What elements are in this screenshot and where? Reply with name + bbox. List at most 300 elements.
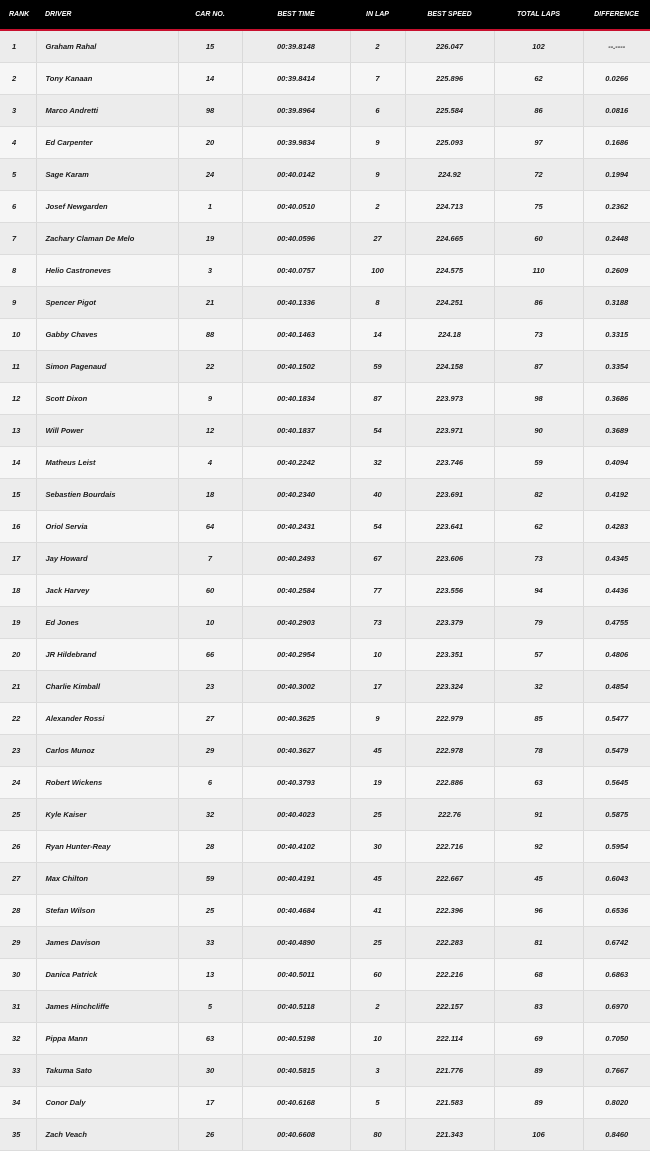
total-laps-cell: 85 [494, 702, 583, 734]
rank-cell: 26 [0, 830, 36, 862]
rank-cell: 32 [0, 1022, 36, 1054]
difference-cell: 0.4192 [583, 478, 650, 510]
in-lap-cell: 45 [350, 734, 405, 766]
rank-cell: 4 [0, 126, 36, 158]
rank-cell: 19 [0, 606, 36, 638]
rank-cell: 21 [0, 670, 36, 702]
difference-cell: 0.1994 [583, 158, 650, 190]
driver-cell: Scott Dixon [36, 382, 178, 414]
in-lap-cell: 10 [350, 1022, 405, 1054]
rank-cell: 34 [0, 1086, 36, 1118]
car-no-cell: 20 [178, 126, 242, 158]
difference-cell: 0.6742 [583, 926, 650, 958]
car-no-cell: 88 [178, 318, 242, 350]
table-row[interactable] [0, 350, 650, 382]
best-speed-cell: 224.251 [405, 286, 494, 318]
best-time-cell: 00:39.8414 [242, 62, 350, 94]
car-no-cell: 1 [178, 190, 242, 222]
in-lap-cell: 14 [350, 318, 405, 350]
in-lap-cell: 2 [350, 190, 405, 222]
in-lap-cell: 2 [350, 990, 405, 1022]
in-lap-cell: 7 [350, 62, 405, 94]
table-row[interactable] [0, 958, 650, 990]
difference-cell: 0.6536 [583, 894, 650, 926]
in-lap-cell: 77 [350, 574, 405, 606]
car-no-cell: 10 [178, 606, 242, 638]
driver-cell: Josef Newgarden [36, 190, 178, 222]
driver-cell: Ryan Hunter-Reay [36, 830, 178, 862]
difference-cell: 0.6970 [583, 990, 650, 1022]
difference-cell: 0.5645 [583, 766, 650, 798]
car-no-cell: 17 [178, 1086, 242, 1118]
car-no-cell: 25 [178, 894, 242, 926]
total-laps-cell: 78 [494, 734, 583, 766]
difference-cell: 0.6863 [583, 958, 650, 990]
best-time-cell: 00:40.2431 [242, 510, 350, 542]
car-no-cell: 24 [178, 158, 242, 190]
difference-cell: 0.4854 [583, 670, 650, 702]
table-row[interactable] [0, 190, 650, 222]
best-time-cell: 00:39.8148 [242, 30, 350, 62]
driver-cell: Charlie Kimball [36, 670, 178, 702]
best-time-cell: 00:40.4890 [242, 926, 350, 958]
difference-cell: 0.0816 [583, 94, 650, 126]
driver-cell: Tony Kanaan [36, 62, 178, 94]
in-lap-cell: 2 [350, 30, 405, 62]
best-speed-cell: 222.76 [405, 798, 494, 830]
driver-cell: JR Hildebrand [36, 638, 178, 670]
in-lap-cell: 45 [350, 862, 405, 894]
best-speed-cell: 223.324 [405, 670, 494, 702]
best-time-cell: 00:40.2584 [242, 574, 350, 606]
rank-cell: 15 [0, 478, 36, 510]
header-total-laps[interactable]: TOTAL LAPS [494, 0, 583, 30]
best-time-cell: 00:40.4191 [242, 862, 350, 894]
total-laps-cell: 60 [494, 222, 583, 254]
difference-cell: 0.7667 [583, 1054, 650, 1086]
table-row[interactable] [0, 318, 650, 350]
table-row[interactable] [0, 222, 650, 254]
header-row [0, 0, 650, 30]
driver-cell: Robert Wickens [36, 766, 178, 798]
rank-cell: 27 [0, 862, 36, 894]
best-speed-cell: 224.575 [405, 254, 494, 286]
total-laps-cell: 68 [494, 958, 583, 990]
total-laps-cell: 45 [494, 862, 583, 894]
best-time-cell: 00:40.3002 [242, 670, 350, 702]
best-time-cell: 00:40.2954 [242, 638, 350, 670]
header-difference[interactable]: DIFFERENCE [583, 0, 650, 30]
difference-cell: 0.4806 [583, 638, 650, 670]
best-time-cell: 00:40.0596 [242, 222, 350, 254]
driver-cell: Danica Patrick [36, 958, 178, 990]
difference-cell: 0.7050 [583, 1022, 650, 1054]
in-lap-cell: 54 [350, 414, 405, 446]
table-row[interactable] [0, 254, 650, 286]
table-row[interactable] [0, 126, 650, 158]
car-no-cell: 6 [178, 766, 242, 798]
total-laps-cell: 87 [494, 350, 583, 382]
rank-cell: 12 [0, 382, 36, 414]
best-speed-cell: 223.971 [405, 414, 494, 446]
best-speed-cell: 223.973 [405, 382, 494, 414]
difference-cell: 0.8020 [583, 1086, 650, 1118]
driver-cell: Sage Karam [36, 158, 178, 190]
difference-cell: 0.5954 [583, 830, 650, 862]
best-speed-cell: 222.667 [405, 862, 494, 894]
in-lap-cell: 41 [350, 894, 405, 926]
car-no-cell: 30 [178, 1054, 242, 1086]
driver-cell: Simon Pagenaud [36, 350, 178, 382]
rank-cell: 1 [0, 30, 36, 62]
driver-cell: Spencer Pigot [36, 286, 178, 318]
car-no-cell: 29 [178, 734, 242, 766]
best-time-cell: 00:40.5011 [242, 958, 350, 990]
table-row[interactable] [0, 542, 650, 574]
car-no-cell: 22 [178, 350, 242, 382]
best-speed-cell: 225.896 [405, 62, 494, 94]
car-no-cell: 9 [178, 382, 242, 414]
difference-cell: 0.4283 [583, 510, 650, 542]
total-laps-cell: 73 [494, 542, 583, 574]
total-laps-cell: 97 [494, 126, 583, 158]
car-no-cell: 27 [178, 702, 242, 734]
best-time-cell: 00:40.5815 [242, 1054, 350, 1086]
best-speed-cell: 222.114 [405, 1022, 494, 1054]
rank-cell: 8 [0, 254, 36, 286]
table-row[interactable] [0, 94, 650, 126]
driver-cell: Oriol Servia [36, 510, 178, 542]
car-no-cell: 5 [178, 990, 242, 1022]
table-row[interactable] [0, 734, 650, 766]
table-row[interactable] [0, 606, 650, 638]
in-lap-cell: 3 [350, 1054, 405, 1086]
total-laps-cell: 102 [494, 30, 583, 62]
best-time-cell: 00:40.0142 [242, 158, 350, 190]
in-lap-cell: 5 [350, 1086, 405, 1118]
rank-cell: 17 [0, 542, 36, 574]
in-lap-cell: 73 [350, 606, 405, 638]
rank-cell: 35 [0, 1118, 36, 1150]
driver-cell: James Davison [36, 926, 178, 958]
rank-cell: 29 [0, 926, 36, 958]
best-time-cell: 00:40.5118 [242, 990, 350, 1022]
table-row[interactable] [0, 670, 650, 702]
table-row[interactable] [0, 574, 650, 606]
in-lap-cell: 87 [350, 382, 405, 414]
best-speed-cell: 222.216 [405, 958, 494, 990]
in-lap-cell: 40 [350, 478, 405, 510]
car-no-cell: 98 [178, 94, 242, 126]
difference-cell: 0.5875 [583, 798, 650, 830]
best-speed-cell: 223.606 [405, 542, 494, 574]
best-speed-cell: 222.979 [405, 702, 494, 734]
in-lap-cell: 59 [350, 350, 405, 382]
rank-cell: 5 [0, 158, 36, 190]
total-laps-cell: 62 [494, 510, 583, 542]
driver-cell: Marco Andretti [36, 94, 178, 126]
driver-cell: Zachary Claman De Melo [36, 222, 178, 254]
table-row[interactable] [0, 702, 650, 734]
rank-cell: 24 [0, 766, 36, 798]
best-speed-cell: 221.583 [405, 1086, 494, 1118]
table-body [0, 30, 650, 1150]
difference-cell: --.---- [583, 30, 650, 62]
best-time-cell: 00:40.2340 [242, 478, 350, 510]
car-no-cell: 18 [178, 478, 242, 510]
best-speed-cell: 224.158 [405, 350, 494, 382]
in-lap-cell: 6 [350, 94, 405, 126]
rank-cell: 25 [0, 798, 36, 830]
difference-cell: 0.4345 [583, 542, 650, 574]
best-speed-cell: 222.283 [405, 926, 494, 958]
table-row[interactable] [0, 30, 650, 62]
rank-cell: 14 [0, 446, 36, 478]
total-laps-cell: 72 [494, 158, 583, 190]
total-laps-cell: 89 [494, 1054, 583, 1086]
header-best-time[interactable]: BEST TIME [242, 0, 350, 30]
table-row[interactable] [0, 894, 650, 926]
driver-cell: Jay Howard [36, 542, 178, 574]
best-speed-cell: 224.18 [405, 318, 494, 350]
table-row[interactable] [0, 798, 650, 830]
in-lap-cell: 9 [350, 158, 405, 190]
difference-cell: 0.4436 [583, 574, 650, 606]
total-laps-cell: 63 [494, 766, 583, 798]
rank-cell: 33 [0, 1054, 36, 1086]
in-lap-cell: 19 [350, 766, 405, 798]
table-row[interactable] [0, 414, 650, 446]
driver-cell: Carlos Munoz [36, 734, 178, 766]
total-laps-cell: 32 [494, 670, 583, 702]
rank-cell: 20 [0, 638, 36, 670]
total-laps-cell: 83 [494, 990, 583, 1022]
rank-cell: 31 [0, 990, 36, 1022]
rank-cell: 16 [0, 510, 36, 542]
difference-cell: 0.6043 [583, 862, 650, 894]
difference-cell: 0.4094 [583, 446, 650, 478]
table-row[interactable] [0, 1022, 650, 1054]
driver-cell: Takuma Sato [36, 1054, 178, 1086]
total-laps-cell: 82 [494, 478, 583, 510]
header-driver[interactable]: DRIVER [36, 0, 178, 30]
car-no-cell: 12 [178, 414, 242, 446]
best-time-cell: 00:40.1834 [242, 382, 350, 414]
table-row[interactable] [0, 286, 650, 318]
best-speed-cell: 224.92 [405, 158, 494, 190]
driver-cell: Kyle Kaiser [36, 798, 178, 830]
difference-cell: 0.3315 [583, 318, 650, 350]
car-no-cell: 19 [178, 222, 242, 254]
car-no-cell: 66 [178, 638, 242, 670]
difference-cell: 0.3188 [583, 286, 650, 318]
car-no-cell: 33 [178, 926, 242, 958]
best-speed-cell: 224.713 [405, 190, 494, 222]
table-row[interactable] [0, 1054, 650, 1086]
header-in-lap[interactable]: IN LAP [350, 0, 405, 30]
car-no-cell: 28 [178, 830, 242, 862]
header-rank[interactable]: RANK [0, 0, 36, 30]
best-time-cell: 00:40.3625 [242, 702, 350, 734]
rank-cell: 23 [0, 734, 36, 766]
driver-cell: Helio Castroneves [36, 254, 178, 286]
in-lap-cell: 80 [350, 1118, 405, 1150]
car-no-cell: 26 [178, 1118, 242, 1150]
table-row[interactable] [0, 766, 650, 798]
car-no-cell: 4 [178, 446, 242, 478]
best-time-cell: 00:40.1463 [242, 318, 350, 350]
total-laps-cell: 91 [494, 798, 583, 830]
in-lap-cell: 25 [350, 798, 405, 830]
driver-cell: James Hinchcliffe [36, 990, 178, 1022]
total-laps-cell: 94 [494, 574, 583, 606]
in-lap-cell: 60 [350, 958, 405, 990]
rank-cell: 13 [0, 414, 36, 446]
best-speed-cell: 224.665 [405, 222, 494, 254]
table-row[interactable] [0, 990, 650, 1022]
driver-cell: Pippa Mann [36, 1022, 178, 1054]
best-time-cell: 00:40.5198 [242, 1022, 350, 1054]
difference-cell: 0.1686 [583, 126, 650, 158]
in-lap-cell: 10 [350, 638, 405, 670]
best-speed-cell: 223.351 [405, 638, 494, 670]
best-time-cell: 00:40.1336 [242, 286, 350, 318]
driver-cell: Conor Daly [36, 1086, 178, 1118]
total-laps-cell: 86 [494, 94, 583, 126]
best-speed-cell: 222.886 [405, 766, 494, 798]
in-lap-cell: 9 [350, 126, 405, 158]
rank-cell: 11 [0, 350, 36, 382]
total-laps-cell: 86 [494, 286, 583, 318]
rank-cell: 9 [0, 286, 36, 318]
best-speed-cell: 222.978 [405, 734, 494, 766]
best-speed-cell: 223.556 [405, 574, 494, 606]
best-time-cell: 00:40.0757 [242, 254, 350, 286]
car-no-cell: 21 [178, 286, 242, 318]
rank-cell: 10 [0, 318, 36, 350]
best-time-cell: 00:40.1837 [242, 414, 350, 446]
in-lap-cell: 17 [350, 670, 405, 702]
best-time-cell: 00:40.2493 [242, 542, 350, 574]
driver-cell: Sebastien Bourdais [36, 478, 178, 510]
in-lap-cell: 9 [350, 702, 405, 734]
total-laps-cell: 79 [494, 606, 583, 638]
header-car-no[interactable]: CAR NO. [178, 0, 242, 30]
total-laps-cell: 106 [494, 1118, 583, 1150]
difference-cell: 0.8460 [583, 1118, 650, 1150]
table-row[interactable] [0, 478, 650, 510]
table-row[interactable] [0, 382, 650, 414]
best-time-cell: 00:40.4023 [242, 798, 350, 830]
best-time-cell: 00:40.3793 [242, 766, 350, 798]
total-laps-cell: 62 [494, 62, 583, 94]
difference-cell: 0.5479 [583, 734, 650, 766]
difference-cell: 0.2448 [583, 222, 650, 254]
driver-cell: Stefan Wilson [36, 894, 178, 926]
driver-cell: Ed Carpenter [36, 126, 178, 158]
table-row[interactable] [0, 62, 650, 94]
car-no-cell: 13 [178, 958, 242, 990]
best-time-cell: 00:39.9834 [242, 126, 350, 158]
difference-cell: 0.5477 [583, 702, 650, 734]
table-row[interactable] [0, 926, 650, 958]
rank-cell: 6 [0, 190, 36, 222]
total-laps-cell: 96 [494, 894, 583, 926]
car-no-cell: 63 [178, 1022, 242, 1054]
difference-cell: 0.3686 [583, 382, 650, 414]
table-row[interactable] [0, 1086, 650, 1118]
best-time-cell: 00:40.4102 [242, 830, 350, 862]
best-time-cell: 00:40.3627 [242, 734, 350, 766]
driver-cell: Zach Veach [36, 1118, 178, 1150]
total-laps-cell: 81 [494, 926, 583, 958]
best-speed-cell: 222.716 [405, 830, 494, 862]
table-row[interactable] [0, 1118, 650, 1150]
best-speed-cell: 221.343 [405, 1118, 494, 1150]
total-laps-cell: 75 [494, 190, 583, 222]
best-speed-cell: 223.641 [405, 510, 494, 542]
total-laps-cell: 98 [494, 382, 583, 414]
car-no-cell: 59 [178, 862, 242, 894]
table-row[interactable] [0, 446, 650, 478]
difference-cell: 0.2362 [583, 190, 650, 222]
best-time-cell: 00:39.8964 [242, 94, 350, 126]
best-time-cell: 00:40.1502 [242, 350, 350, 382]
driver-cell: Ed Jones [36, 606, 178, 638]
total-laps-cell: 110 [494, 254, 583, 286]
rank-cell: 7 [0, 222, 36, 254]
driver-cell: Gabby Chaves [36, 318, 178, 350]
in-lap-cell: 100 [350, 254, 405, 286]
best-speed-cell: 222.396 [405, 894, 494, 926]
best-speed-cell: 221.776 [405, 1054, 494, 1086]
driver-cell: Graham Rahal [36, 30, 178, 62]
best-time-cell: 00:40.2903 [242, 606, 350, 638]
difference-cell: 0.2609 [583, 254, 650, 286]
rank-cell: 2 [0, 62, 36, 94]
driver-cell: Alexander Rossi [36, 702, 178, 734]
header-best-speed[interactable]: BEST SPEED [405, 0, 494, 30]
best-time-cell: 00:40.0510 [242, 190, 350, 222]
total-laps-cell: 59 [494, 446, 583, 478]
table-row[interactable] [0, 638, 650, 670]
best-speed-cell: 223.691 [405, 478, 494, 510]
total-laps-cell: 69 [494, 1022, 583, 1054]
difference-cell: 0.3354 [583, 350, 650, 382]
total-laps-cell: 92 [494, 830, 583, 862]
table-header [0, 0, 650, 30]
table-row[interactable] [0, 830, 650, 862]
in-lap-cell: 27 [350, 222, 405, 254]
rank-cell: 28 [0, 894, 36, 926]
best-time-cell: 00:40.2242 [242, 446, 350, 478]
car-no-cell: 15 [178, 30, 242, 62]
in-lap-cell: 67 [350, 542, 405, 574]
in-lap-cell: 30 [350, 830, 405, 862]
best-speed-cell: 223.746 [405, 446, 494, 478]
rank-cell: 18 [0, 574, 36, 606]
best-speed-cell: 225.584 [405, 94, 494, 126]
car-no-cell: 7 [178, 542, 242, 574]
car-no-cell: 60 [178, 574, 242, 606]
best-speed-cell: 225.093 [405, 126, 494, 158]
table-row[interactable] [0, 158, 650, 190]
driver-cell: Will Power [36, 414, 178, 446]
table-row[interactable] [0, 510, 650, 542]
driver-cell: Jack Harvey [36, 574, 178, 606]
driver-cell: Matheus Leist [36, 446, 178, 478]
table-row[interactable] [0, 862, 650, 894]
